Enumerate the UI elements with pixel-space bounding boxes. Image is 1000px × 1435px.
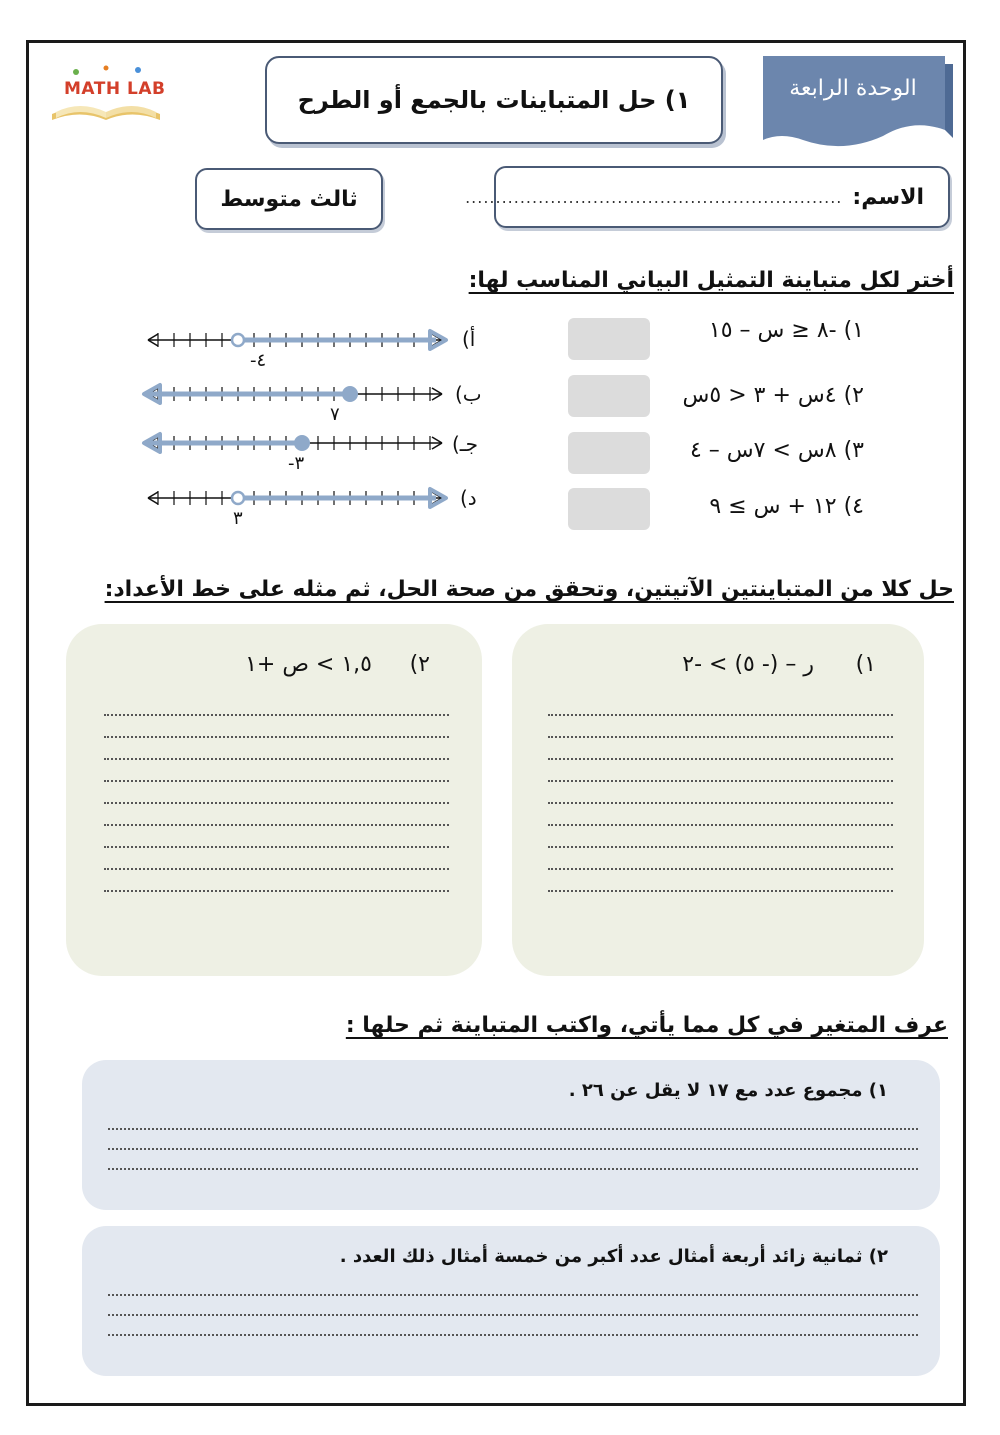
number-line-a — [140, 322, 460, 362]
problem-2-expression: ١,٥ > ص +١ — [245, 652, 372, 677]
name-dots: .............................................................. — [465, 187, 843, 207]
problem-1-expression: ر – (- ٥) > -٢ — [682, 652, 814, 677]
inequality-3: ٣) ٨س > ٧س – ٤ — [689, 438, 864, 463]
answer-line[interactable] — [108, 1148, 918, 1150]
answer-line[interactable] — [108, 1168, 918, 1170]
section3-heading: عرف المتغير في كل مما يأتي، واكتب المتباينة ثم حلها : — [345, 1013, 948, 1038]
point-label-c: ٣- — [288, 453, 305, 474]
grade-label: ثالث متوسط — [195, 168, 383, 230]
inequality-2: ٢) ٤س + ٣ < ٥س — [682, 383, 864, 408]
problem-1-answer-lines[interactable] — [548, 714, 893, 892]
answer-line[interactable] — [548, 758, 893, 760]
answer-line[interactable] — [548, 824, 893, 826]
name-label: الاسم: — [852, 184, 924, 210]
answer-line[interactable] — [548, 714, 893, 716]
name-field[interactable] — [465, 166, 950, 228]
option-label-a: أ) — [462, 327, 476, 351]
problem-1-number: ١) — [855, 652, 876, 677]
answer-line[interactable] — [104, 736, 449, 738]
unit-label: الوحدة الرابعة — [789, 76, 917, 101]
answer-line[interactable] — [104, 824, 449, 826]
section2-heading: حل كلا من المتباينتين الآتيتين، وتحقق من صحة الحل، ثم مثله على خط الأعداد: — [104, 577, 954, 602]
option-label-d: د) — [460, 486, 477, 510]
closed-point — [295, 436, 309, 450]
option-label-b: ب) — [455, 382, 482, 406]
number-line-d — [140, 480, 460, 520]
answer-line[interactable] — [548, 736, 893, 738]
section1-heading: أختر لكل متباينة التمثيل البياني المناسب لها: — [468, 268, 954, 293]
answer-line[interactable] — [548, 780, 893, 782]
word-problem-1-answer-lines[interactable] — [108, 1128, 918, 1170]
answer-line[interactable] — [104, 868, 449, 870]
inequality-4: ٤) ١٢ + س ≥ ٩ — [709, 494, 864, 519]
answer-line[interactable] — [104, 758, 449, 760]
word-problem-2-answer-lines[interactable] — [108, 1294, 918, 1336]
word-problem-panel-1 — [82, 1060, 940, 1210]
lesson-title: ١) حل المتباينات بالجمع أو الطرح — [265, 56, 723, 144]
unit-banner — [763, 56, 953, 150]
answer-line[interactable] — [108, 1294, 918, 1296]
logo-text: MATH LAB — [64, 79, 166, 99]
number-line-b — [140, 376, 460, 416]
answer-line[interactable] — [548, 868, 893, 870]
answer-line[interactable] — [104, 890, 449, 892]
open-point — [232, 492, 244, 504]
problem-2-answer-lines[interactable] — [104, 714, 449, 892]
answer-line[interactable] — [548, 802, 893, 804]
word-problem-panel-2 — [82, 1226, 940, 1376]
answer-line[interactable] — [548, 846, 893, 848]
word-problem-2: ٢) ثمانية زائد أربعة أمثال عدد أكبر من خمسة أمثال ذلك العدد . — [339, 1246, 888, 1267]
math-lab-logo — [46, 62, 166, 128]
closed-point — [343, 387, 357, 401]
answer-line[interactable] — [108, 1314, 918, 1316]
solution-panel-1 — [512, 624, 924, 976]
open-point — [232, 334, 244, 346]
inequality-1: ١) -٨ ≤ س – ١٥ — [708, 318, 864, 343]
answer-line[interactable] — [108, 1334, 918, 1336]
answer-box-2[interactable] — [568, 375, 650, 417]
point-label-a: ٤- — [250, 350, 267, 371]
answer-box-3[interactable] — [568, 432, 650, 474]
word-problem-1: ١) مجموع عدد مع ١٧ لا يقل عن ٢٦ . — [568, 1080, 888, 1101]
solution-panel-2 — [66, 624, 482, 976]
problem-2-number: ٢) — [409, 652, 430, 677]
option-label-c: جـ) — [452, 432, 479, 456]
point-label-d: ٣ — [233, 508, 243, 529]
answer-box-4[interactable] — [568, 488, 650, 530]
answer-line[interactable] — [104, 846, 449, 848]
answer-line[interactable] — [108, 1128, 918, 1130]
answer-line[interactable] — [104, 714, 449, 716]
point-label-b: ٧ — [330, 404, 340, 425]
answer-line[interactable] — [548, 890, 893, 892]
answer-line[interactable] — [104, 802, 449, 804]
answer-line[interactable] — [104, 780, 449, 782]
answer-box-1[interactable] — [568, 318, 650, 360]
